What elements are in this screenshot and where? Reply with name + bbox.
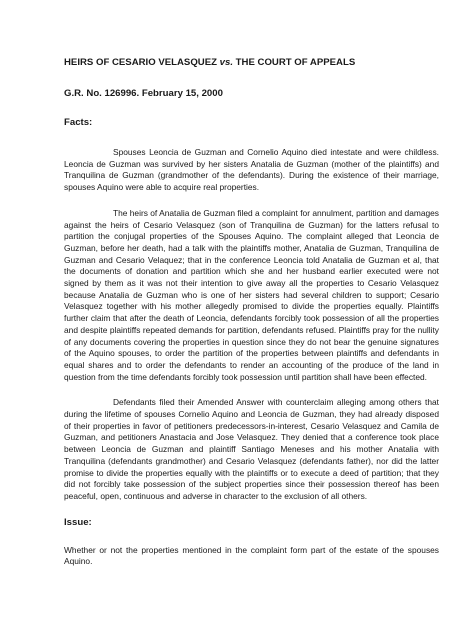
facts-paragraph-3: Defendants filed their Amended Answer with counterclaim alleging among others that during the lifetime of spouses Cornelio Aquino and Leoncia de Guzman, they had already disposed of their properties in favor of petitioners predecessors-in-interest, Cesario Velasquez and Camila de Guzman, and petitioners Anastacia and Jose Velasquez. They denied that a conference took place between Leoncia de Guzman and plaintiff Santiago Meneses and his mother Anatalia with Tranquilina (defendants grandmother) and Cesario Velasquez (defendants father), nor did the latter promise to divide the properties equally with the plaintiffs or to execute a deed of partition; that they did not forcibly take possession of the subject properties since their possession thereof has been peaceful, open, continuous and adverse in character to the exclusion of all others. xyxy=(64,397,439,501)
facts-paragraph-2: The heirs of Anatalia de Guzman filed a complaint for annulment, partition and damages against the heirs of Cesario Velasquez (son of Tranquilina de Guzman) for the latters refusal to partition the conjugal properties of the Spouses Aquino. The complaint alleged that Leoncia de Guzman, before her death, had a talk with the plaintiffs mother, Anatalia de Guzman, Tranquilina de Guzman and Cesario Velaquez; that in the conference Leoncia told Anatalia de Guzman et al, that the documents of donation and partition which she and her husband earlier executed were not signed by them as it was not their intention to give away all the properties to Cesario Velasquez because Anatalia de Guzman who is one of her sisters had several children to support; Cesario Velasquez together with his mother allegedly promised to divide the properties equally. Plaintiffs further claim that after the death of Leoncia, defendants forcibly took possession of all the properties and despite plaintiffs repeated demands for partition, defendants refused. Plaintiffs pray for the nullity of any documents covering the properties in question since they do not bear the genuine signatures of the Aquino spouses, to order the partition of the properties between plaintiffs and defendants in equal shares and to order the defendants to render an accounting of the produce of the land in question from the time defendants forcibly took possession until partition shall have been effected. xyxy=(64,207,439,382)
facts-paragraph-1: Spouses Leoncia de Guzman and Cornelio Aquino died intestate and were childless. Leoncia de Guzman was survived by her sisters Anatalia de Guzman (mother of the plaintiffs) and Tranquilina de Guzman (grandmother of the defendants). During the existence of their marriage, spouses Aquino were able to acquire real properties. xyxy=(64,147,439,193)
case-title-vs: vs. xyxy=(219,57,233,68)
issue-heading: Issue: xyxy=(64,516,92,528)
gr-number: G.R. No. 126996. February 15, 2000 xyxy=(64,88,223,99)
case-title-part1: HEIRS OF CESARIO VELASQUEZ xyxy=(64,57,220,68)
case-title-part2: THE COURT OF APPEALS xyxy=(233,57,356,68)
issue-paragraph: Whether or not the properties mentioned in the complaint form part of the estate of the spouses Aquino. xyxy=(64,544,439,567)
facts-heading: Facts: xyxy=(64,117,93,128)
case-title xyxy=(64,57,439,69)
